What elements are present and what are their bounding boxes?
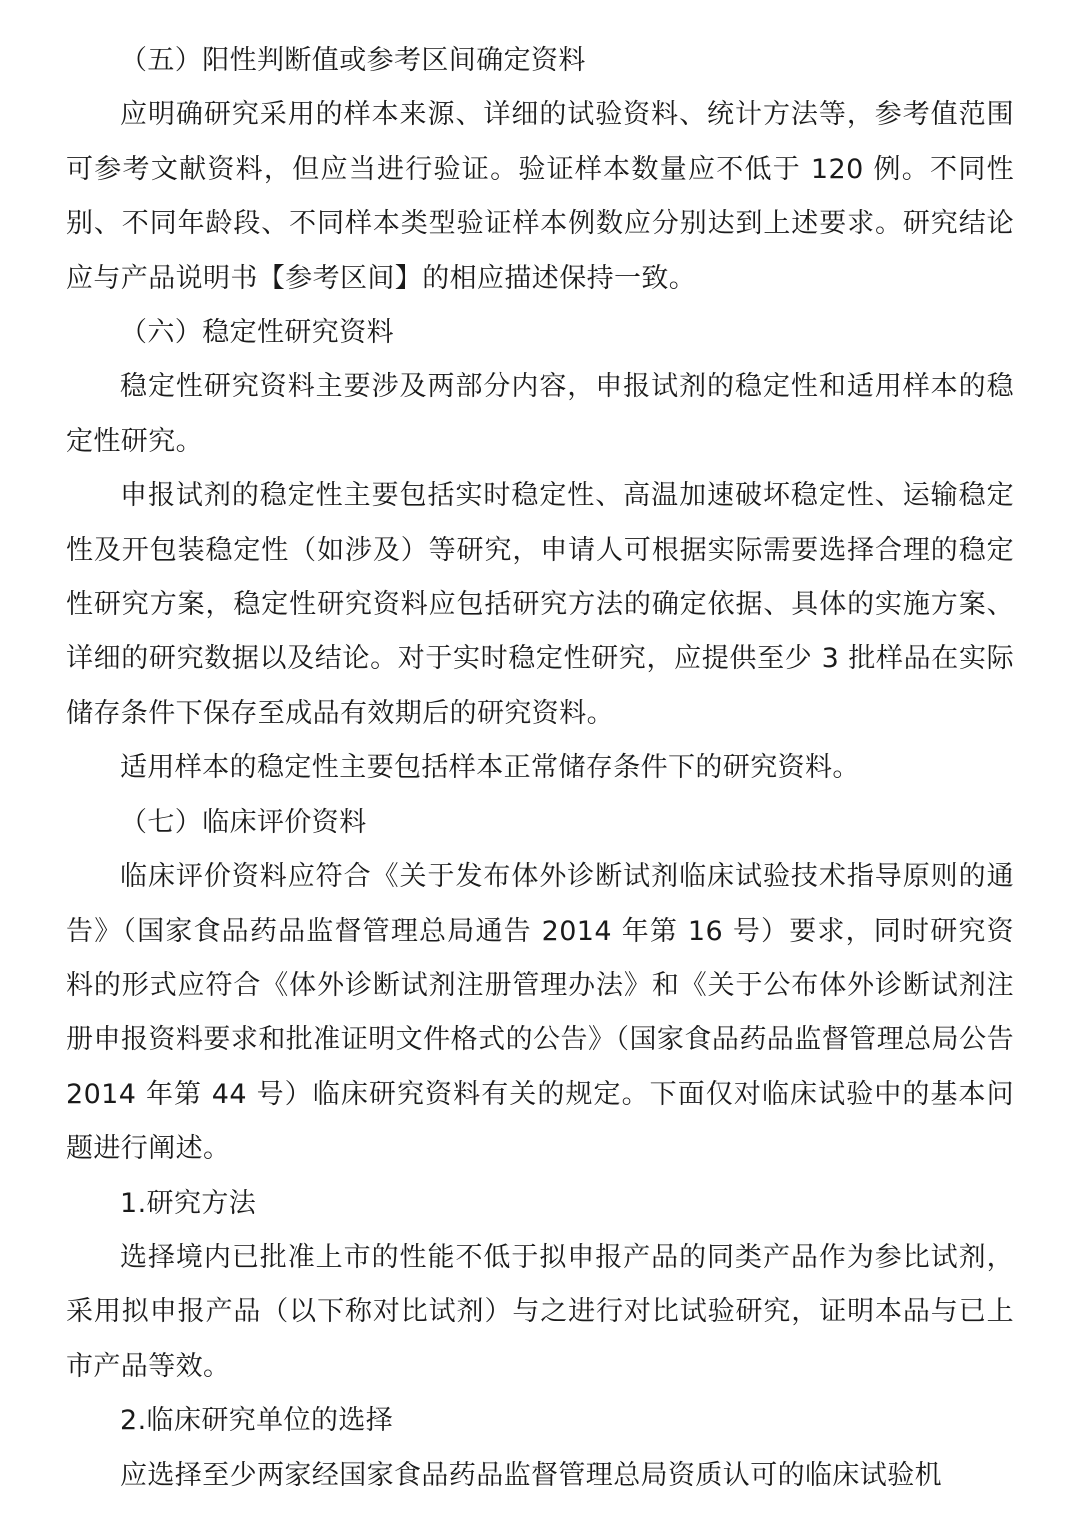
subsection-heading-1: 1.研究方法 bbox=[120, 1187, 257, 1219]
section-heading-7: （七）临床评价资料 bbox=[120, 806, 367, 838]
paragraph: 临床评价资料应符合《关于发布体外诊断试剂临床试验技术指导原则的通告》（国家食品药品监督管理总局通告 2014 年第 16 号）要求，同时研究资料的形式应符合《体外诊断试剂注册管理办法》和《关于公布体外诊断试剂注册申报资料要求和批准证明文件格式的公告》（国家食品药品监督管理总局公告 2014 年第 44 号）临床研究资料有关的规定。下面仅对临床试验中的基本问题进行阐述。 bbox=[66, 861, 1014, 1165]
paragraph: 选择境内已批准上市的性能不低于拟申报产品的同类产品作为参比试剂，采用拟申报产品（以下称对比试剂）与之进行对比试验研究，证明本品与已上市产品等效。 bbox=[66, 1241, 1014, 1382]
paragraph: 应选择至少两家经国家食品药品监督管理总局资质认可的临床试验机 bbox=[120, 1459, 942, 1491]
paragraph: 应明确研究采用的样本来源、详细的试验资料、统计方法等，参考值范围可参考文献资料，但应当进行验证。验证样本数量应不低于 120 例。不同性别、不同年龄段、不同样本类型验证样本例数应分别达到上述要求。研究结论应与产品说明书【参考区间】的相应描述保持一致。 bbox=[66, 99, 1014, 294]
section-heading-5: （五）阳性判断值或参考区间确定资料 bbox=[120, 45, 586, 76]
paragraph: 稳定性研究资料主要涉及两部分内容，申报试剂的稳定性和适用样本的稳定性研究。 bbox=[66, 371, 1014, 457]
paragraph: 适用样本的稳定性主要包括样本正常储存条件下的研究资料。 bbox=[120, 752, 860, 784]
section-heading-6: （六）稳定性研究资料 bbox=[120, 317, 394, 349]
subsection-heading-2: 2.临床研究单位的选择 bbox=[120, 1405, 394, 1437]
document-body bbox=[66, 34, 1014, 1503]
paragraph: 申报试剂的稳定性主要包括实时稳定性、高温加速破坏稳定性、运输稳定性及开包装稳定性（如涉及）等研究，申请人可根据实际需要选择合理的稳定性研究方案，稳定性研究资料应包括研究方法的确定依据、具体的实施方案、详细的研究数据以及结论。对于实时稳定性研究，应提供至少 3 批样品在实际储存条件下保存至成品有效期后的研究资料。 bbox=[66, 480, 1014, 729]
